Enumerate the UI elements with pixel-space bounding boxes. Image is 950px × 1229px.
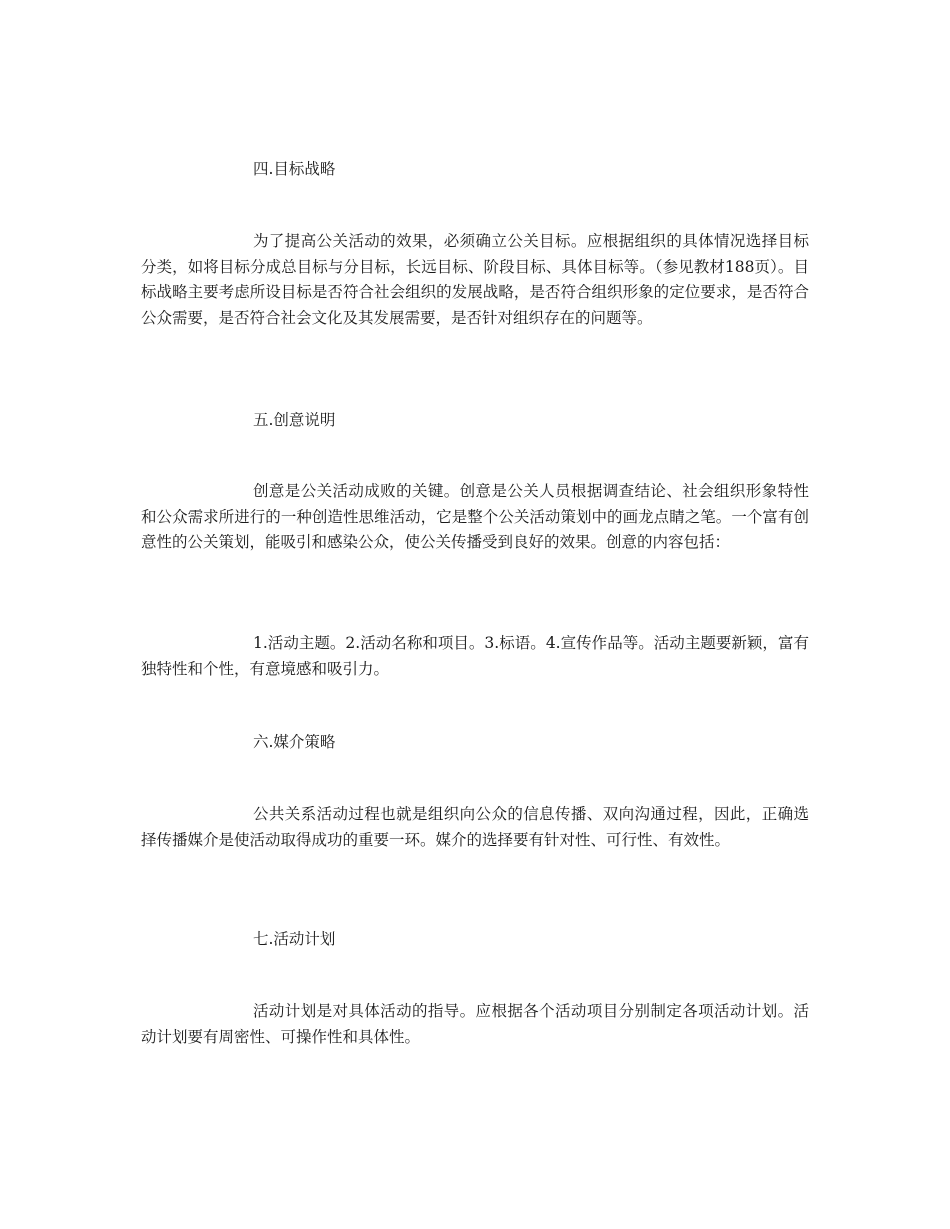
paragraph-creative-content-list: 1.活动主题。2.活动名称和项目。3.标语。4.宣传作品等。活动主题要新颖，富有独特性和个性，有意境感和吸引力。 bbox=[141, 634, 809, 678]
paragraph-media-strategy: 公共关系活动过程也就是组织向公众的信息传播、双向沟通过程，因此，正确选择传播媒介是使活动取得成功的重要一环。媒介的选择要有针对性、可行性、有效性。 bbox=[141, 805, 809, 849]
section-heading-creative-explanation: 五.创意说明 bbox=[253, 411, 336, 429]
paragraph-activity-plan: 活动计划是对具体活动的指导。应根据各个活动项目分别制定各项活动计划。活动计划要有周密性、可操作性和具体性。 bbox=[141, 1002, 809, 1046]
paragraph-goal-strategy: 为了提高公关活动的效果，必须确立公关目标。应根据组织的具体情况选择目标分类，如将目标分成总目标与分目标，长远目标、阶段目标、具体目标等。（参见教材188页）。目标战略主要考虑所设目标是否符合社会组织的发展战略，是否符合组织形象的定位要求，是否符合公众需要，是否符合社会文化及其发展需要，是否针对组织存在的问题等。 bbox=[141, 232, 809, 327]
section-heading-activity-plan: 七.活动计划 bbox=[253, 930, 336, 948]
paragraph-creative-explanation: 创意是公关活动成败的关键。创意是公关人员根据调查结论、社会组织形象特性和公众需求所进行的一种创造性思维活动，它是整个公关活动策划中的画龙点睛之笔。一个富有创意性的公关策划，能吸引和感染公众，使公关传播受到良好的效果。创意的内容包括： bbox=[141, 482, 809, 551]
section-heading-goal-strategy: 四.目标战略 bbox=[253, 160, 336, 178]
section-heading-media-strategy: 六.媒介策略 bbox=[253, 733, 336, 751]
